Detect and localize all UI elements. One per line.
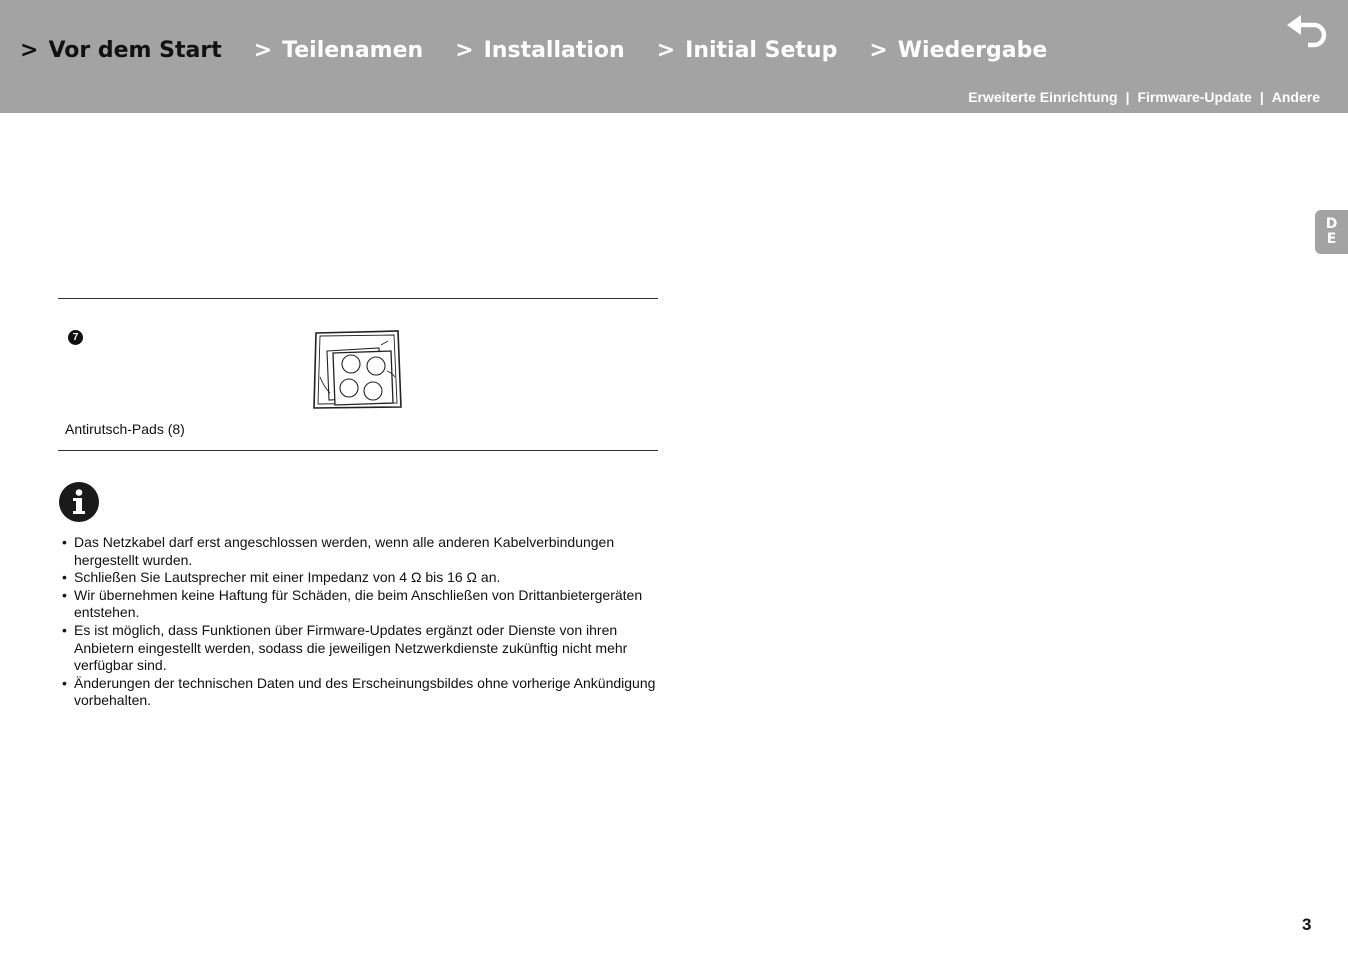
page-number: 3 bbox=[1302, 915, 1312, 934]
note-item: • Das Netzkabel darf erst angeschlossen werden, wenn alle anderen Kabelverbindungen hergestellt wurden. bbox=[62, 534, 662, 569]
language-tab bbox=[1315, 210, 1348, 254]
note-item: • Änderungen der technischen Daten und des Erscheinungsbildes ohne vorherige Ankündigung vorbehalten. bbox=[62, 675, 662, 710]
subnav-erweiterte-einrichtung[interactable]: Erweiterte Einrichtung bbox=[968, 89, 1118, 105]
header-bar bbox=[0, 0, 1348, 113]
item-number-badge: 7 bbox=[68, 330, 83, 345]
nav-item-vor-dem-start[interactable]: > Vor dem Start bbox=[20, 38, 222, 63]
subnav-separator: | bbox=[1125, 89, 1130, 105]
nav-item-installation[interactable]: > Installation bbox=[455, 38, 625, 63]
nav-item-wiedergabe[interactable]: > Wiedergabe bbox=[869, 38, 1048, 63]
nav-item-teilenamen[interactable]: > Teilenamen bbox=[253, 38, 424, 63]
antislip-pads-illustration bbox=[312, 327, 404, 411]
back-arrow-icon[interactable] bbox=[1284, 12, 1332, 52]
language-letter: D bbox=[1325, 216, 1338, 232]
subnav-firmware-update[interactable]: Firmware-Update bbox=[1137, 89, 1252, 105]
notes-list bbox=[62, 534, 662, 710]
main-nav bbox=[20, 38, 1079, 63]
nav-item-initial-setup[interactable]: > Initial Setup bbox=[656, 38, 838, 63]
note-item: • Schließen Sie Lautsprecher mit einer Impedanz von 4 Ω bis 16 Ω an. bbox=[62, 569, 662, 587]
subnav-separator: | bbox=[1259, 89, 1264, 105]
language-letter: E bbox=[1326, 231, 1337, 247]
divider-bottom bbox=[58, 450, 658, 451]
info-icon bbox=[59, 482, 99, 522]
note-item: • Wir übernehmen keine Haftung für Schäden, die beim Anschließen von Drittanbietergeräten entstehen. bbox=[62, 587, 662, 622]
note-item: • Es ist möglich, dass Funktionen über Firmware-Updates ergänzt oder Dienste von ihren Anbietern eingestellt werden, sodass die jeweiligen Netzwerkdienste zukünftig nicht mehr verfügbar sind. bbox=[62, 622, 662, 675]
subnav-andere[interactable]: Andere bbox=[1271, 89, 1320, 105]
accessory-label: Antirutsch-Pads (8) bbox=[65, 421, 185, 437]
sub-nav bbox=[968, 89, 1320, 105]
divider-top bbox=[58, 298, 658, 299]
